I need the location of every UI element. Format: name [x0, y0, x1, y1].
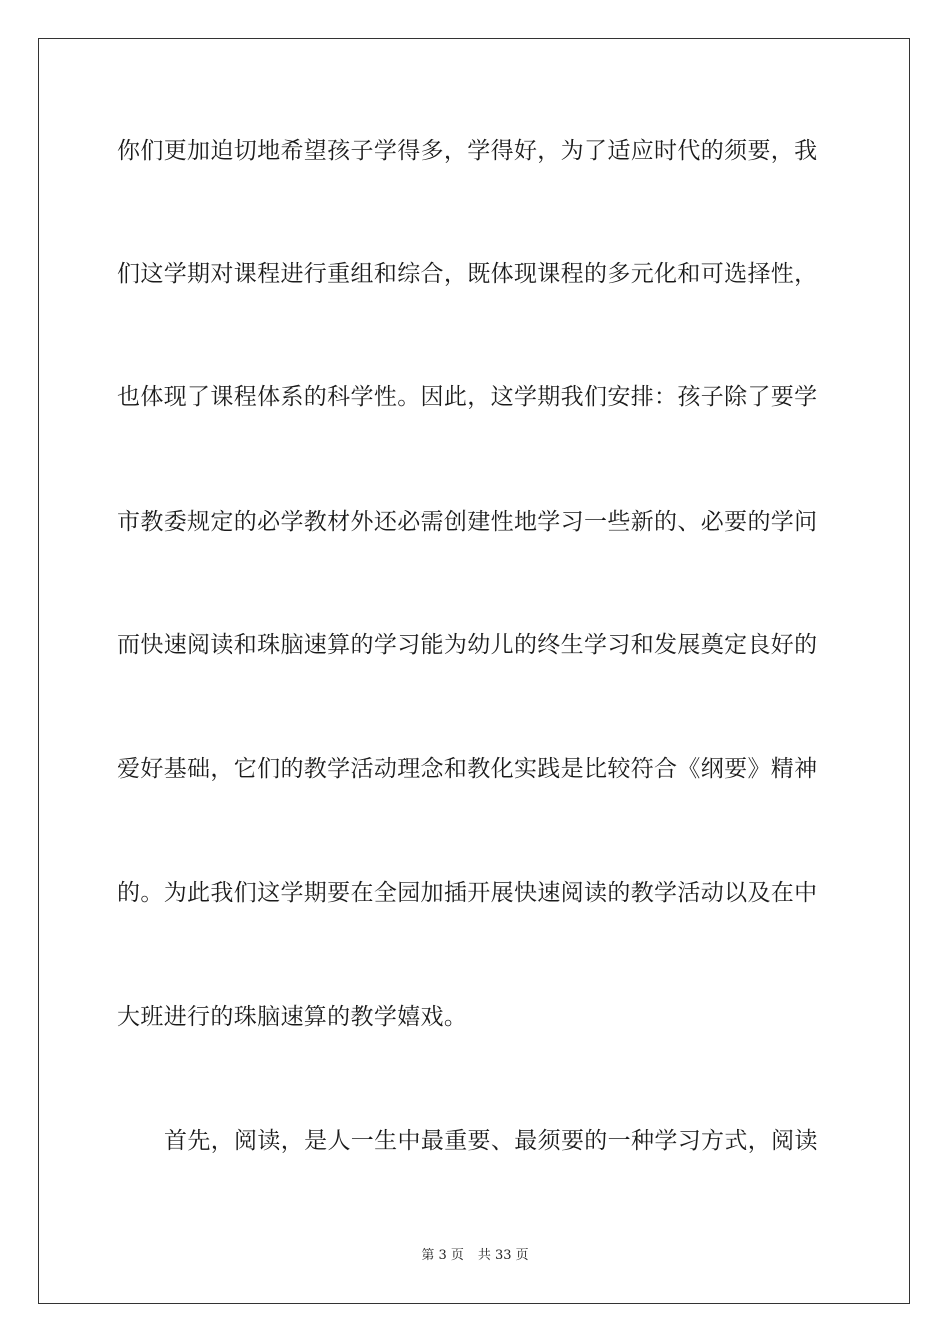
paragraph-line: 你们更加迫切地希望孩子学得多，学得好，为了适应时代的须要，我	[117, 138, 818, 164]
page-border	[38, 38, 910, 1304]
page-total: 共 33 页	[477, 1248, 529, 1263]
paragraph-line: 们这学期对课程进行重组和综合，既体现课程的多元化和可选择性，	[117, 261, 818, 287]
paragraph-line: 爱好基础，它们的教学活动理念和教化实践是比较符合《纲要》精神	[117, 756, 818, 782]
paragraph-line: 的。为此我们这学期要在全园加插开展快速阅读的教学活动以及在中	[117, 880, 818, 906]
page-footer	[0, 1247, 950, 1265]
paragraph-line: 大班进行的珠脑速算的教学嬉戏。	[117, 1004, 468, 1030]
paragraph-line: 而快速阅读和珠脑速算的学习能为幼儿的终生学习和发展奠定良好的	[117, 632, 818, 658]
paragraph-line: 首先，阅读，是人一生中最重要、最须要的一种学习方式，阅读	[164, 1128, 818, 1154]
paragraph-line: 市教委规定的必学教材外还必需创建性地学习一些新的、必要的学问	[117, 509, 818, 535]
paragraph-line: 也体现了课程体系的科学性。因此，这学期我们安排：孩子除了要学	[117, 384, 818, 410]
page-number: 第 3 页	[421, 1248, 464, 1263]
